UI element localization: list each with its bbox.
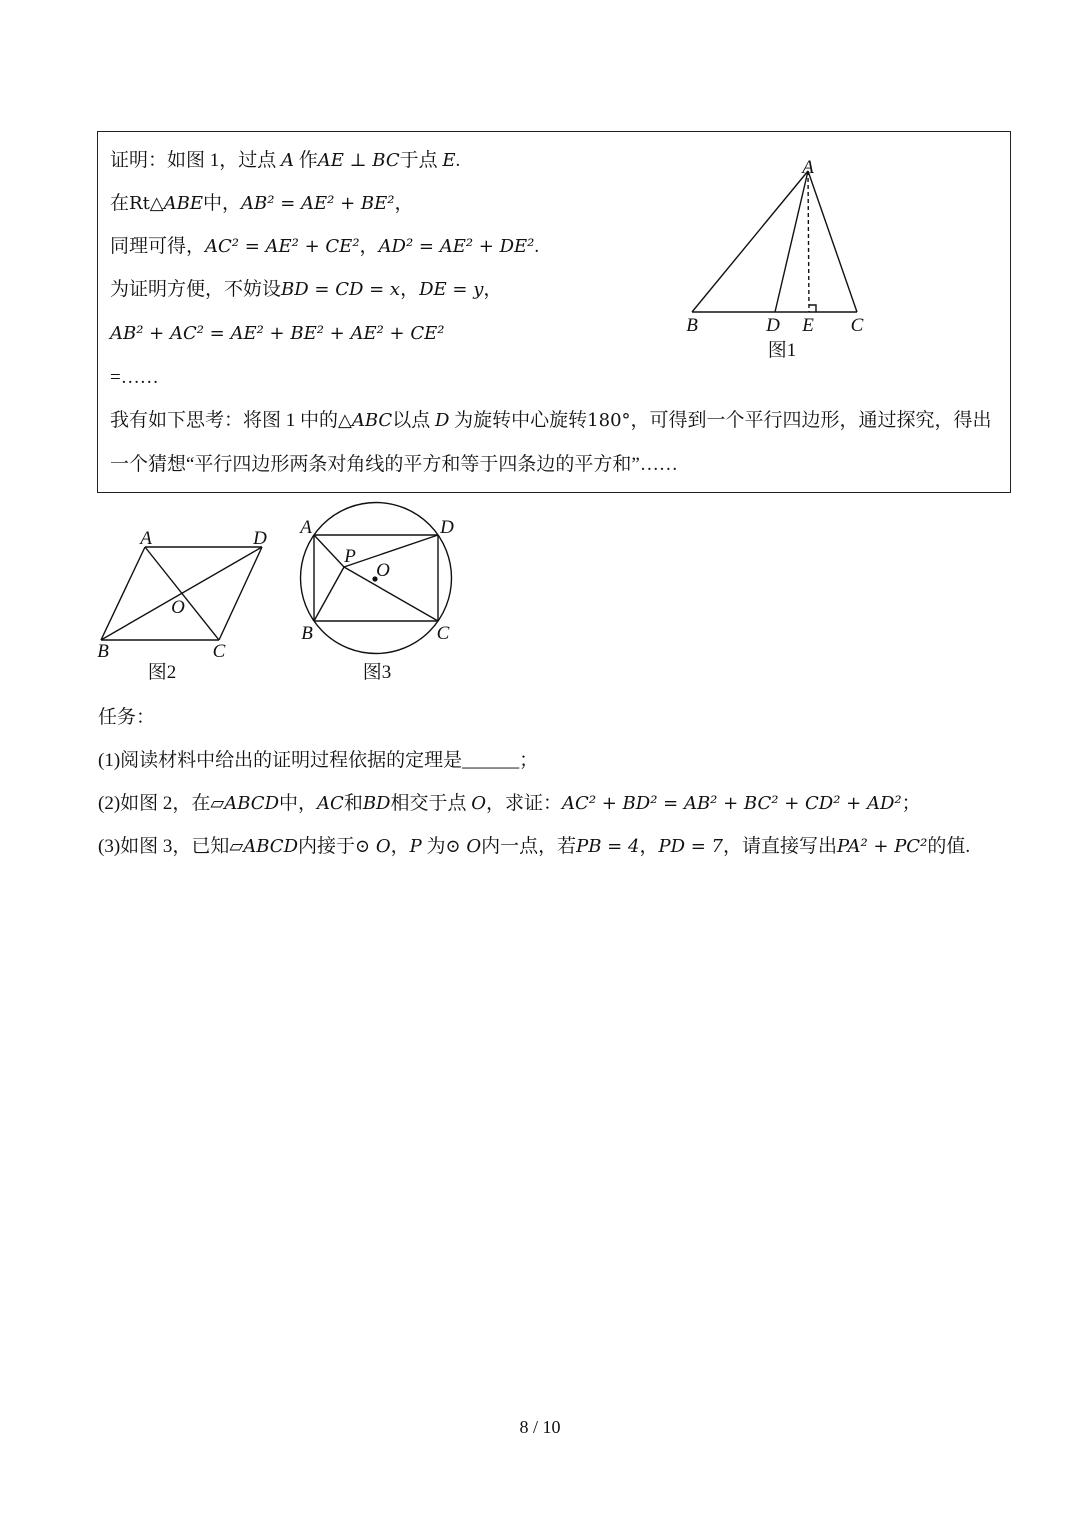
label-point-b: B — [686, 315, 698, 336]
text-run: =…… — [110, 367, 159, 388]
figure-3-caption: 图3 — [362, 662, 392, 683]
text-run: ， — [394, 193, 414, 214]
math-expression: PB = 4 — [576, 836, 640, 857]
math-expression: AB² + AC² = AE² + BE² + AE² + CE² — [110, 323, 445, 344]
math-symbol: △ — [338, 410, 352, 431]
text-run: 相交于点 — [390, 793, 472, 814]
text-run: 任务： — [98, 707, 156, 728]
math-expression: AD² = AE² + DE² — [378, 236, 535, 257]
proof-line-4 — [110, 278, 502, 302]
label-point-a: A — [802, 157, 814, 178]
reading-material-box — [97, 131, 1011, 493]
text-run: . — [534, 236, 540, 257]
text-run: ，请直接写出 — [722, 836, 837, 857]
segment-pc — [344, 567, 438, 621]
math-expression: O — [460, 836, 482, 857]
task-question-2 — [98, 792, 921, 816]
text-run: 为 — [421, 836, 446, 857]
text-run: ； — [901, 793, 921, 814]
text-run: 我有如下思考：将图 1 中的 — [110, 410, 339, 431]
text-run: ， — [400, 279, 420, 300]
text-run: 为证明方便，不妨设 — [110, 279, 282, 300]
math-expression: AE ⊥ BC — [317, 150, 400, 171]
proof-line-8 — [110, 453, 678, 477]
math-expression: DE = y — [419, 279, 484, 300]
text-run: 同理可得， — [110, 236, 206, 257]
answer-blank: ______ — [462, 750, 520, 771]
math-expression: BD = CD = x — [281, 279, 401, 300]
text-run: 内一点，若 — [481, 836, 577, 857]
label-point-b: B — [301, 623, 313, 644]
text-run: 一个猜想“平行四边形两条对角线的平方和等于四条边的平方和”…… — [110, 454, 678, 475]
math-expression: E — [442, 150, 456, 171]
math-expression: PA² + PC² — [837, 836, 928, 857]
page-number: 8 / 10 — [519, 1417, 561, 1437]
proof-line-6 — [110, 366, 159, 390]
text-run: (3)如图 3，已知 — [98, 836, 230, 857]
proof-line-7 — [110, 409, 992, 433]
figure-2-parallelogram — [90, 520, 280, 685]
math-expression: PD = 7 — [658, 836, 723, 857]
label-point-e: E — [802, 315, 814, 336]
math-expression: AC² = AE² + CE² — [205, 236, 360, 257]
diagonal-bd — [101, 547, 262, 640]
math-expression: 180° — [587, 410, 631, 431]
text-run: ，可得到一个平行四边形，通过探究，得出 — [630, 410, 992, 431]
proof-line-2 — [110, 192, 414, 216]
math-symbol: Rt△ — [129, 193, 164, 214]
text-run: 作 — [294, 150, 318, 171]
math-expression: O — [471, 793, 487, 814]
text-run: 以点 — [392, 410, 435, 431]
math-expression: ABCD — [224, 793, 280, 814]
label-point-o: O — [376, 560, 390, 581]
math-expression: AC² + BD² = AB² + BC² + CD² + AD² — [562, 793, 902, 814]
proof-line-1 — [110, 149, 460, 173]
task-heading — [98, 706, 155, 730]
text-run: ， — [639, 836, 659, 857]
label-point-d: D — [440, 517, 454, 538]
text-run: 中， — [203, 193, 242, 214]
proof-line-5 — [110, 322, 444, 346]
label-point-c: C — [436, 623, 450, 644]
label-point-a: A — [140, 528, 152, 549]
math-expression: A — [281, 150, 295, 171]
math-symbol: ⊙ — [355, 836, 371, 857]
math-symbol: ▱ — [229, 836, 244, 857]
task-question-1 — [98, 749, 538, 773]
math-symbol: ▱ — [210, 793, 225, 814]
math-expression: ABE — [163, 193, 204, 214]
text-run: 内接于 — [298, 836, 356, 857]
figure-1-caption: 图1 — [767, 340, 797, 361]
math-expression: ABC — [351, 410, 393, 431]
segment-ac — [808, 171, 857, 312]
altitude-ae — [808, 171, 809, 312]
label-point-a: A — [300, 517, 312, 538]
segment-pd — [344, 535, 438, 567]
segment-pa — [314, 535, 344, 567]
label-point-d: D — [766, 315, 780, 336]
math-expression: AC — [317, 793, 344, 814]
label-point-p: P — [344, 546, 356, 567]
text-run: 证明：如图 1，过点 — [110, 150, 282, 171]
text-run: 于点 — [399, 150, 443, 171]
segment-ab — [692, 171, 808, 312]
right-angle-mark — [809, 305, 816, 312]
proof-line-3 — [110, 235, 539, 259]
math-symbol: ⊙ — [445, 836, 461, 857]
figure-1-triangle — [680, 150, 880, 365]
text-run: (2)如图 2，在 — [98, 793, 211, 814]
task-question-3 — [98, 835, 970, 859]
text-run: . — [455, 150, 461, 171]
text-run: 中， — [279, 793, 318, 814]
text-run: 为旋转中心旋转 — [449, 410, 588, 431]
text-run: 的值. — [927, 836, 971, 857]
label-point-d: D — [253, 528, 267, 549]
text-run: 和 — [343, 793, 363, 814]
text-run: ， — [359, 236, 379, 257]
math-expression: P — [409, 836, 422, 857]
math-expression: D — [434, 410, 450, 431]
label-point-b: B — [97, 641, 109, 662]
figure-3-inscribed-rectangle — [290, 495, 465, 685]
figure-2-caption: 图2 — [147, 662, 177, 683]
math-expression: BD — [362, 793, 391, 814]
label-point-o: O — [171, 597, 185, 618]
math-expression: AB² = AE² + BE² — [241, 193, 395, 214]
side-dc — [219, 547, 262, 640]
math-expression: O — [370, 836, 391, 857]
text-run: ， — [390, 836, 410, 857]
text-run: (1)阅读材料中给出的证明过程依据的定理是 — [98, 750, 463, 771]
label-point-c: C — [850, 315, 864, 336]
label-point-c: C — [212, 641, 226, 662]
text-run: 在 — [110, 193, 130, 214]
side-ba — [101, 547, 145, 640]
text-run: ， — [483, 279, 503, 300]
text-run: ； — [519, 750, 539, 771]
math-expression: ABCD — [243, 836, 299, 857]
segment-pb — [314, 567, 344, 621]
text-run: ，求证： — [486, 793, 563, 814]
